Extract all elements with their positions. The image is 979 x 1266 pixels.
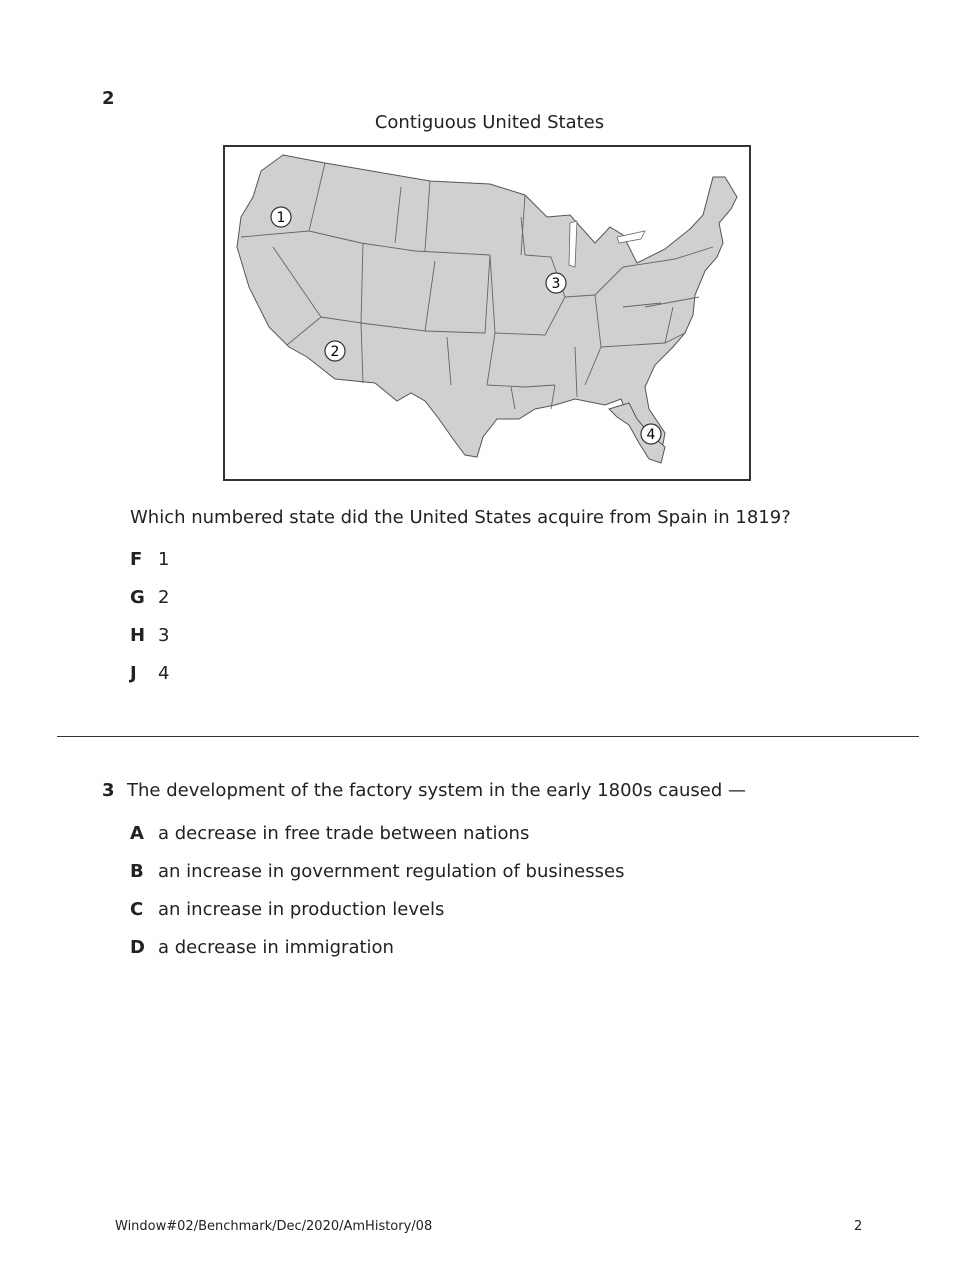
marker-2: 2 [330,344,340,360]
question-2-text: Which numbered state did the United States acquire from Spain in 1819? [130,507,791,528]
option-letter: A [130,823,144,844]
option-text: 1 [158,549,170,570]
option-text: 2 [158,587,170,608]
option-text: 3 [158,625,170,646]
footer-code: Window#02/Benchmark/Dec/2020/AmHistory/08 [115,1219,433,1234]
option-J[interactable] [130,663,169,684]
option-text: 4 [158,663,170,684]
section-divider [57,736,919,737]
option-letter: C [130,899,144,920]
option-text: a decrease in immigration [158,937,394,958]
us-map-graphic [225,147,749,479]
option-text: a decrease in free trade between nations [158,823,530,844]
marker-4: 4 [646,427,656,443]
option-letter: B [130,861,144,882]
option-text: an increase in production levels [158,899,445,920]
us-map [223,145,751,481]
option-letter: J [130,663,137,684]
page-number: 2 [854,1219,863,1234]
question-2-number: 2 [102,88,115,109]
option-C[interactable] [130,899,444,920]
option-A[interactable] [130,823,529,844]
option-text: an increase in government regulation of businesses [158,861,625,882]
option-G[interactable] [130,587,169,608]
option-letter: H [130,625,146,646]
option-letter: F [130,549,143,570]
option-D[interactable] [130,937,394,958]
option-letter: G [130,587,145,608]
marker-1: 1 [276,210,286,226]
option-H[interactable] [130,625,169,646]
map-title: Contiguous United States [374,112,605,133]
question-3-number: 3 [102,780,115,801]
option-B[interactable] [130,861,624,882]
marker-3: 3 [551,276,561,292]
question-3-text: The development of the factory system in the early 1800s caused — [127,780,747,801]
option-F[interactable] [130,549,169,570]
option-letter: D [130,937,145,958]
